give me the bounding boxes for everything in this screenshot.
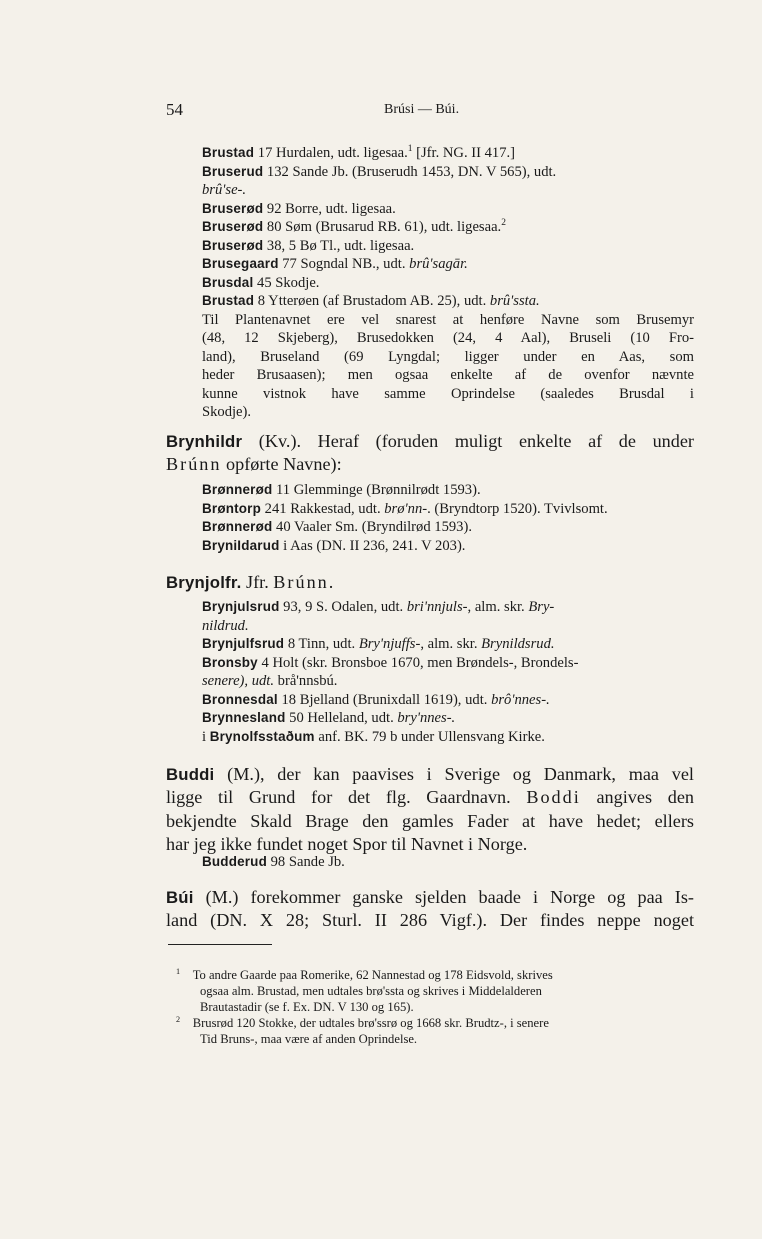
entry-line: Brønnerød 11 Glemminge (Brønnilrødt 1593). <box>202 482 481 498</box>
entry-line: Brøntorp 241 Rakkestad, udt. brø'nn-. (Bryndtorp 1520). Tvivlsomt. <box>202 500 608 517</box>
entry-line: Bruserud 132 Sande Jb. (Bruserudh 1453, DN. V 565), udt. <box>202 163 557 180</box>
heading-brynjolfr: Brynjolfr. Jfr. Brúnn. <box>166 572 336 592</box>
paragraph-buddi: Buddi (M.), der kan paavises i Sverige og Danmark, maa vel ligge til Grund for det flg. Gaardnavn. Boddi angives den bekjendte Skald Brage den gamles Fader at have hedet; ellers har jeg ikke fundet noget Spor til Navnet i Norge. <box>166 764 694 855</box>
entry-line: Brynjulsrud 93, 9 S. Odalen, udt. bri'nnjuls-, alm. skr. Bry- <box>202 599 555 615</box>
entry-line: Bruserød 92 Borre, udt. ligesaa. <box>202 200 396 217</box>
note-line: land), Bruseland (69 Lyngdal; ligger under en Aas, som <box>202 348 694 365</box>
note-line: heder Brusaasen); men ogsaa enkelte af de ovenfor nævnte <box>202 367 694 383</box>
entry-line: nildrud. <box>202 617 249 634</box>
headword: Búi <box>166 888 194 907</box>
note-line: kunne vistnok have samme Oprindelse (saaledes Brusdal i <box>202 385 694 402</box>
running-title: Brúsi — Búi. <box>384 102 460 117</box>
entry-line: Bronsby 4 Holt (skr. Bronsboe 1670, men Brøndels-, Brondels- <box>202 654 579 671</box>
heading-brynhildr: Brynhildr (Kv.). Heraf (foruden muligt enkelte af de under Brúnn opførte Navne): <box>166 431 694 475</box>
entries-brynjolfr <box>202 598 694 746</box>
entry-line: brû'se-. <box>202 182 247 198</box>
note-line: Skodje). <box>202 404 252 420</box>
entry-line: Bruserød 38, 5 Bø Tl., udt. ligesaa. <box>202 237 415 254</box>
entry-line: senere), udt. brå'nnsbú. <box>202 673 338 689</box>
entry-line: Brynnesland 50 Helleland, udt. bry'nnes-. <box>202 710 456 726</box>
page-number: 54 <box>166 100 183 119</box>
headword: Brynhildr <box>166 432 243 451</box>
footnote-rule <box>168 944 272 945</box>
entry-line: Brynjulfsrud 8 Tinn, udt. Bry'njuffs-, alm. skr. Brynildsrud. <box>202 636 555 652</box>
headword: Brynjolfr. <box>166 573 242 592</box>
entry-line: Brustad 8 Ytterøen (af Brustadom AB. 25), udt. brû'ssta. <box>202 293 540 309</box>
footnote-2: $^2$ Brusrød 120 Stokke, der udtales brø'ssrø og 1668 skr. Brudtz-, i senere Tid Bruns-, maa være af anden Oprindelse. <box>176 1014 549 1046</box>
entry-line: Brustad 17 Hurdalen, udt. ligesaa.$^1$ [Jfr. NG. II 417.] <box>202 144 516 161</box>
entry-budderud: Budderud 98 Sande Jb. <box>202 854 345 870</box>
note-line: Til Plantenavnet ere vel snarest at henføre Navne som Brusemyr <box>202 311 694 328</box>
entry-line: Brusegaard 77 Sogndal NB., udt. brû'sagār. <box>202 256 468 272</box>
headword: Buddi <box>166 765 215 784</box>
paragraph-bui: Búi (M.) forekommer ganske sjelden baade i Norge og paa Is- land (DN. X 28; Sturl. II 286 Vigf.). Der findes neppe noget <box>166 887 694 931</box>
entry-line: i Brynolfsstaðum anf. BK. 79 b under Ullensvang Kirke. <box>202 728 545 745</box>
entry-line: Brusdal 45 Skodje. <box>202 274 320 291</box>
entry-line: Bruserød 80 Søm (Brusarud RB. 61), udt. ligesaa.$^2$ <box>202 218 506 235</box>
note-line: (48, 12 Skjeberg), Brusedokken (24, 4 Aal), Bruseli (10 Fro- <box>202 330 694 346</box>
entry-line: BryniIdarud i Aas (DN. II 236, 241. V 203). <box>202 537 466 554</box>
entry-line: Brønnerød 40 Vaaler Sm. (Bryndilrød 1593). <box>202 519 472 535</box>
entries-brusi <box>202 144 694 422</box>
footnote-1: $^1$ To andre Gaarde paa Romerike, 62 Nannestad og 178 Eidsvold, skrives ogsaa alm. Brustad, men udtales brø'ssta og skrives i Middelalderen Brautastadir (se f. Ex. DN. V 130 og 165). <box>176 966 553 1014</box>
entry-line: Bronnesdal 18 Bjelland (Brunixdall 1619), udt. brô'nnes-. <box>202 691 550 708</box>
entries-brynhildr <box>202 481 694 555</box>
